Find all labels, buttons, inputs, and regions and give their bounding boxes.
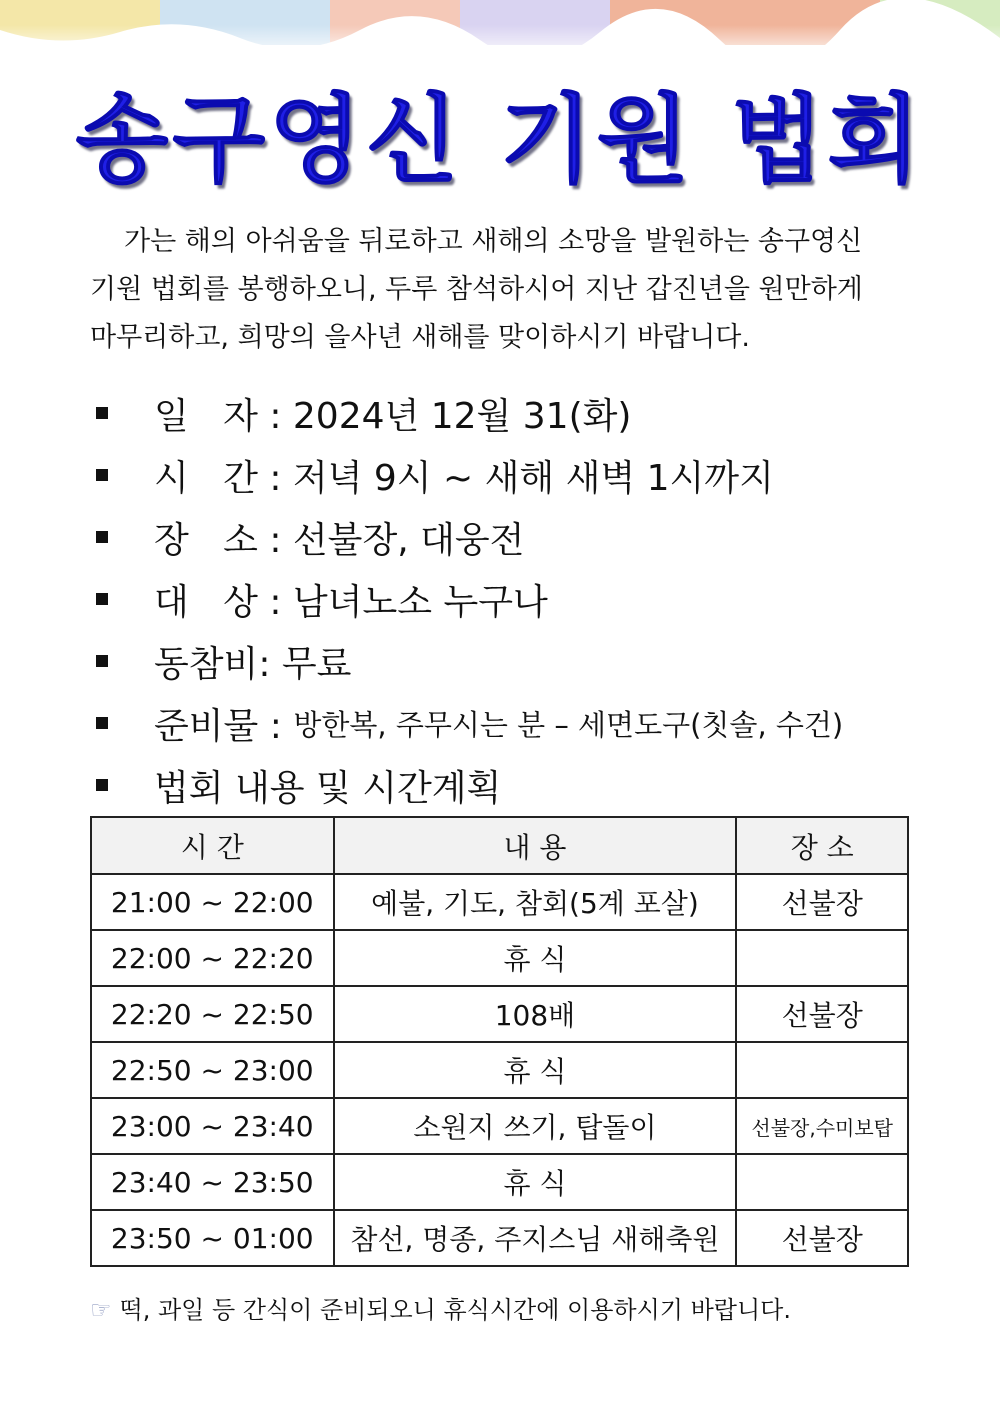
bullet-icon	[96, 779, 108, 791]
bullet-icon	[96, 655, 108, 667]
info-value: 선불장, 대웅전	[292, 519, 525, 561]
info-value: 방한복, 주무시는 분 – 세면도구(칫솔, 수건)	[293, 707, 844, 742]
cell-content: 예불, 기도, 참회(5계 포살)	[334, 874, 737, 930]
cell-place: 선불장	[736, 986, 908, 1042]
cell-time: 21:00 ~ 22:00	[91, 874, 334, 930]
info-label: 대 상 :	[154, 581, 293, 623]
bullet-icon	[96, 593, 108, 605]
cell-content: 소원지 쓰기, 탑돌이	[334, 1098, 737, 1154]
info-label: 시 간 :	[154, 457, 293, 499]
cell-time: 22:20 ~ 22:50	[91, 986, 334, 1042]
info-value: 저녁 9시 ~ 새해 새벽 1시까지	[292, 457, 774, 499]
schedule-table	[90, 816, 909, 1267]
cell-place: 선불장,수미보탑	[736, 1098, 908, 1154]
cell-place	[736, 1154, 908, 1210]
intro-paragraph	[90, 218, 920, 362]
info-item-time	[90, 444, 950, 506]
cell-time: 22:00 ~ 22:20	[91, 930, 334, 986]
table-row	[91, 986, 908, 1042]
table-row	[91, 1042, 908, 1098]
info-value: 무료	[281, 643, 352, 685]
info-value: 남녀노소 누구나	[292, 581, 548, 623]
info-label: 일 자 :	[154, 395, 293, 437]
intro-line-1: 가는 해의 아쉬움을 뒤로하고 새해의 소망을 발원하는 송구영신	[124, 226, 863, 257]
cell-content: 휴 식	[334, 930, 737, 986]
info-label: 준비물 :	[154, 705, 294, 747]
event-info-list	[90, 382, 950, 816]
cell-content: 108배	[334, 986, 737, 1042]
cell-time: 23:50 ~ 01:00	[91, 1210, 334, 1266]
intro-line-3: 마무리하고, 희망의 을사년 새해를 맞이하시기 바랍니다.	[90, 322, 750, 353]
cell-time: 23:40 ~ 23:50	[91, 1154, 334, 1210]
cell-place	[736, 1042, 908, 1098]
table-row	[91, 874, 908, 930]
table-row	[91, 930, 908, 986]
bullet-icon	[96, 531, 108, 543]
page-title: 송구영신 기원 법회	[75, 84, 925, 196]
info-label: 장 소 :	[154, 519, 293, 561]
cell-place: 선불장	[736, 874, 908, 930]
bullet-icon	[96, 407, 108, 419]
table-row	[91, 1154, 908, 1210]
table-header-row	[91, 817, 908, 874]
cell-time: 23:00 ~ 23:40	[91, 1098, 334, 1154]
info-label: 동참비:	[154, 643, 282, 685]
cell-content: 참선, 명종, 주지스님 새해축원	[334, 1210, 737, 1266]
footnote	[90, 1290, 950, 1325]
table-row	[91, 1210, 908, 1266]
info-label: 법회 내용 및 시간계획	[154, 767, 502, 809]
cell-content: 휴 식	[334, 1042, 737, 1098]
cell-place	[736, 930, 908, 986]
bullet-icon	[96, 717, 108, 729]
cell-content: 휴 식	[334, 1154, 737, 1210]
info-item-supplies	[90, 692, 950, 754]
info-value: 2024년 12월 31(화)	[292, 395, 632, 437]
bullet-icon	[96, 469, 108, 481]
pointing-hand-icon: ☞	[90, 1296, 112, 1324]
header-time: 시 간	[91, 817, 334, 874]
footnote-text: 떡, 과일 등 간식이 준비되오니 휴식시간에 이용하시기 바랍니다.	[119, 1296, 791, 1324]
header-place: 장 소	[736, 817, 908, 874]
info-item-fee	[90, 630, 950, 692]
info-item-place	[90, 506, 950, 568]
intro-line-2: 기원 법회를 봉행하오니, 두루 참석하시어 지난 갑진년을 원만하게	[90, 274, 863, 305]
info-item-schedule-heading	[90, 754, 950, 816]
header-content: 내 용	[334, 817, 737, 874]
cell-place: 선불장	[736, 1210, 908, 1266]
cell-time: 22:50 ~ 23:00	[91, 1042, 334, 1098]
info-item-target	[90, 568, 950, 630]
decorative-banner	[0, 0, 1000, 60]
info-item-date	[90, 382, 950, 444]
table-row	[91, 1098, 908, 1154]
